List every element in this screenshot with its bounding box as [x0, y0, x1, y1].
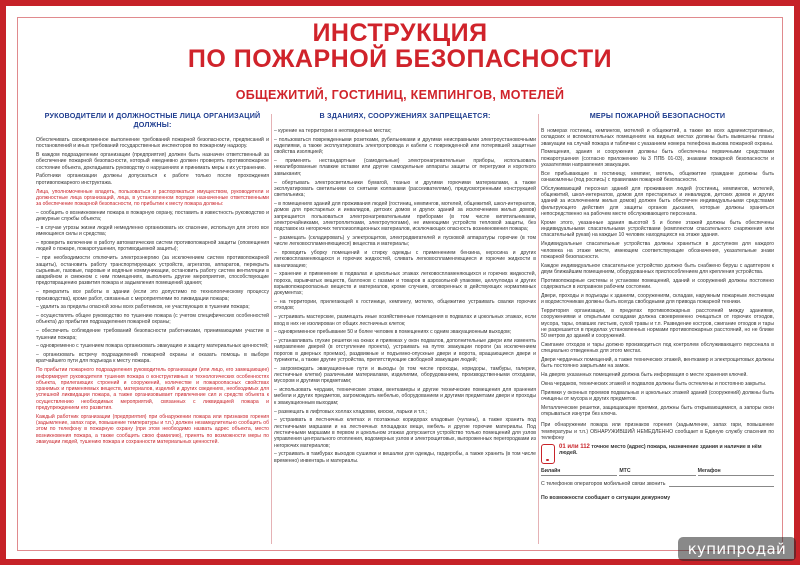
poster	[6, 6, 794, 559]
paragraph: – устраивать в лестничных клетках и поэтажных коридорах кладовые (чуланы), а также хранить под лестничными маршами и на лестничных площадках вещи, мебель и другие горючие материалы. Под лестничными маршами в первом и цокольном этажах допускается устройство только помещений для узлов управления центрального отопления, водомерных узлов и электрощитовых, выгороженных перегородками из негорючих материалов;	[274, 417, 536, 449]
paragraph: Индивидуальные спасательные устройства должны храниться в доступном для каждого человека на этаже месте, имеющем соответствующие обозначения, указательные знаки пожарной безопасности.	[541, 241, 774, 260]
emergency-call-block	[541, 422, 774, 500]
footer-note: По возможности сообщает о ситуации дежурному	[541, 494, 671, 501]
paragraph: Территория организации, в пределах противопожарных расстояний между зданиями, сооружениями и открытыми складами должна своевременно очищаться от горючих отходов, мусора, тары, опавших листьев, сухой травы и т.п. Разведение костров, сжигание отходов и тары не разрешается в пределах установленных нормами противопожарных расстояний, но не ближе 50 метров до зданий и сооружений.	[541, 307, 774, 340]
poster-subtitle: ОБЩЕЖИТИЙ, ГОСТИНИЦ, КЕМПИНГОВ, МОТЕЛЕЙ	[235, 88, 565, 102]
column-prohibited-body	[274, 128, 536, 464]
paragraph: Помещения, здания и сооружения должны быть обеспечены первичными средствами пожаротушения (согласно приложению №3 ППБ 01-03), знаками пожарной безопасности и указателями направления эвакуации.	[541, 149, 774, 168]
paragraph: – на территории, прилегающей к гостинице, кемпингу, мотелю, общежитию устраивать свалки горючих отходов;	[274, 299, 536, 312]
paragraph: Работники организации должны допускаться к работе только после прохождения противопожарного инструктажа.	[36, 173, 269, 186]
paragraph: Двери, проходы и подъезды к зданиям, сооружениям, складам, наружным пожарным лестницам и водоисточникам должны быть всегда свободными для привода пожарной техники.	[541, 292, 774, 306]
column-prohibited	[274, 111, 536, 549]
paragraph: – организовать встречу подразделений пожарной охраны и оказать помощь в выборе кратчайшего пути для подъезда к месту пожара.	[36, 352, 269, 365]
watermark-logo: купипродай	[678, 537, 796, 561]
paragraph: По прибытии пожарного подразделения руководитель организации (или лицо, его замещающее) информирует руководителя тушения пожара о конструктивных и технологических особенностях объекта, прилегающих строений и сооружений, количестве и пожароопасных свойствах хранимых и применяемых веществ, материалов, изделий и других сведениях, необходимых для успешной ликвидации пожара, а также организовывает привлечение сил и средств объекта к осуществлению необходимых мероприятий, связанных с ликвидацией пожара и предупреждением его развития.	[36, 367, 269, 411]
paragraph: На дверях указанных помещений должна быть информация о месте хранения ключей.	[541, 372, 748, 379]
emergency-phone-row	[541, 444, 774, 464]
paragraph: – сообщить о возникновении пожара в пожарную охрану, поставить в известность руководство и дежурные службы объекта;	[36, 209, 269, 223]
paragraph: – в помещениях зданий для проживания людей (гостиниц, кемпингов, мотелей, общежитий, школ-интернатов, домов для престарелых и инвалидов, детских домов и других зданий за исключением жилых домов) запрещается пользоваться электронагревательными приборами (в том числе кипятильниками, электрочайниками, электроплитками, электроутюгами), не имеющими устройств тепловой защиты, без подставок из негорючих теплоизоляционных материалов, исключающих опасность возникновения пожара;	[274, 200, 536, 233]
title-line-1: ИНСТРУКЦИЯ	[312, 19, 488, 47]
paragraph: – удалить за пределы опасной зоны всех работников, не участвующих в тушении пожара;	[36, 304, 250, 311]
paragraph: – осуществлять общее руководство по тушению пожара (с учетом специфических особенностей объекта) до прибытия подразделения пожарной охраны;	[36, 313, 269, 326]
column-managers	[36, 111, 269, 549]
paragraph: Обслуживающий персонал зданий для проживания людей (гостиниц, кемпингов, мотелей, общежитий, школ-интернатов, домов для престарелых и инвалидов, детских домов и других зданий за исключением жилых домов) должен быть обеспечен индивидуальными средствами фильтрующего действия для защиты органов дыхания, которые должны храниться непосредственно на рабочем месте обслуживающего персонала.	[541, 185, 774, 218]
emergency-phone-numbers: 01 или 112	[559, 443, 590, 450]
column-prohibited-heading: В ЗДАНИЯХ, СООРУЖЕНИЯХ ЗАПРЕЩАЕТСЯ:	[319, 111, 491, 120]
column-managers-heading: РУКОВОДИТЕЛИ И ДОЛЖНОСТНЫЕ ЛИЦА ОРГАНИЗАЦИЙ ДОЛЖНЫ:	[44, 111, 261, 129]
title-line-2: ПО ПОЖАРНОЙ БЕЗОПАСНОСТИ	[187, 45, 613, 73]
paragraph: – устраивать в тамбурах выходов сушилки и вешалки для одежды, гардеробы, а также хранить (в том числе временно) инвентарь и материалы.	[274, 451, 536, 464]
paragraph: Металлические решетки, защищающие приямки, должны быть открывающимися, а запоры окон открываться изнутри без ключа.	[541, 404, 774, 418]
paragraph: Каждый работник организации (предприятия) при обнаружении пожара или признаков горения (задымление, запах гари, повышение температуры и т.п.) должен незамедлительно сообщить об этом по телефону в пожарную охрану (при этом необходимо назвать адрес объекта, место возникновения пожара, а также сообщить свою фамилию), принять по возможности меры по эвакуации людей, тушению пожара и сохранности материальных ценностей.	[36, 413, 269, 445]
paragraph: – курение на территории в неотведенных местах;	[274, 128, 392, 134]
column-measures-heading: МЕРЫ ПОЖАРНОЙ БЕЗОПАСНОСТИ	[589, 111, 726, 120]
paragraph: – обертывать электросветильники бумагой, тканью и другими горючими материалами, а также эксплуатировать светильники со снятыми колпаками (рассеивателями), предусмотренными конструкцией светильника;	[274, 179, 536, 199]
paragraph: – в случае угрозы жизни людей немедленно организовать их спасение, используя для этого все имеющиеся силы и средства;	[36, 225, 269, 238]
paragraph: – проводить уборку помещений и стирку одежды с применением бензина, керосина и других легковоспламеняющихся и горючих жидкостей, сливать легковоспламеняющиеся и горючие жидкости в канализацию;	[274, 250, 536, 269]
paragraph: Лица, уполномоченные владеть, пользоваться и распоряжаться имуществом, руководители и должностные лица организаций, лица, в установленном порядке назначенные ответственными за обеспечение пожарной безопасности, по прибытии к месту пожара должны:	[36, 188, 269, 208]
mobile-call-row	[541, 479, 774, 487]
paragraph: Все прибывающие в гостиницу, кемпинг, мотель, общежитие граждане должны быть ознакомлены (под роспись) с правилами пожарной безопасности.	[541, 170, 774, 184]
paragraph: – устанавливать глухие решетки на окнах и приямках у окон подвалов, дополнительные двери или изменять направление дверей (в отступление проекта), устраивать на путях эвакуации пороги (за исключением порогов в дверных проемах), раздвижные и подъемно-опускные двери и ворота, вращающиеся двери и турникеты, а также другие устройства, препятствующие свободной эвакуации людей;	[274, 338, 536, 363]
paragraph: – применять нестандартные (самодельные) электронагревательные приборы, использовать некалиброванные плавкие вставки или другие самодельные аппараты защиты от перегрузки и короткого замыкания;	[274, 158, 536, 177]
paragraph: – одновременно с тушением пожара организовать эвакуацию и защиту материальных ценностей;	[36, 343, 269, 350]
paragraph: – хранение и применение в подвалах и цокольных этажах легковоспламеняющихся и горючих жидкостей, пороха, взрывчатых веществ, баллонов с газами и товаров в аэрозольной упаковке, целлулоида и других взрывопожароопасных веществ и материалов, кроме случаев, оговоренных в действующих нормативных документах;	[274, 271, 536, 297]
paragraph: В каждом подразделении организации (предприятия) должен быть назначен ответственный за обеспечение пожарной безопасности, который ежедневно должен проверять противопожарное состояние объекта, докладывать руководству о нарушениях и принимать меры к их устранению.	[36, 152, 269, 171]
fill-in-line	[669, 479, 774, 487]
paragraph: – проверить включение в работу автоматических систем противопожарной защиты (оповещения людей о пожаре, пожаротушения, противодымной защиты);	[36, 240, 269, 253]
paragraph: – одновременное пребывание 50 и более человек в помещениях с одним эвакуационным выходом;	[274, 329, 512, 336]
paragraph: Приямки у оконных проемов подвальных и цокольных этажей зданий (сооружений) должны быть очищены от мусора и других предметов.	[541, 389, 774, 402]
paragraph: В номерах гостиниц, кемпингов, мотелей и общежитий, а также во всех административных, складских и вспомогательных помещениях на видных местах должны быть вывешены планы эвакуации на случай пожара и таблички с указанием номера телефона вызова пожарной охраны.	[541, 128, 774, 147]
paragraph: Сжигание отходов и тары должно производиться под контролем обслуживающего персонала в специально отведенных для этого местах.	[541, 341, 774, 355]
column-divider	[271, 114, 272, 544]
paragraph: – устраивать мастерские, размещать иные хозяйственные помещения в подвалах и цокольных этажах, если вход в них не изолирован от общих лестничных клеток;	[274, 314, 536, 327]
mobile-call-label: С телефонов операторов мобильной связи звонить	[541, 480, 666, 487]
operator-megafon: Мегафон	[698, 468, 774, 476]
paragraph: Каждое индивидуальное спасательное устройство должно быть снабжено беруш с адаптером к двум ближайшим помещениям, оборудованных приспособлением для крепления устройства.	[541, 262, 774, 275]
paragraph: – загромождать эвакуационные пути и выходы (в том числе проходы, коридоры, тамбуры, галереи, лестничные клетки) различными материалами, изделиями, оборудованием, производственными отходами, мусором и другими предметами;	[274, 365, 536, 385]
paragraph: – использовать чердаки, технические этажи, венткамеры и другие технические помещения для хранения мебели и других предметов, загромождать мебелью, оборудованием и другими предметами двери и проходы к эвакуационным выходам;	[274, 387, 536, 406]
operator-beeline: Билайн	[541, 468, 617, 476]
paragraph: Окна чердаков, технических этажей и подвалов должны быть остеклены и постоянно закрыты.	[541, 380, 767, 387]
mobile-phone-icon	[541, 444, 555, 464]
operator-mts: МТС	[619, 468, 695, 476]
emergency-phone-details: точное место (адрес) пожара, назначение здания и наличие в нём людей.	[559, 443, 762, 456]
paragraph: Противопожарные системы и установки помещений, зданий и сооружений должны постоянно содержаться в исправном рабочем состоянии.	[541, 277, 774, 291]
column-divider	[538, 114, 539, 544]
column-measures	[541, 111, 774, 549]
paragraph: – обеспечить соблюдение требований безопасности работниками, принимающими участие в тушении пожара;	[36, 328, 269, 341]
emergency-intro: При обнаружении пожара или признаков горения (задымление, запах гари, повышение температуры и т.п.) ОБНАРУЖИВШИЙ НЕМЕДЛЕННО сообщает в Единую службу спасения по телефону	[541, 422, 774, 441]
paragraph: – размещать (складировать) у электрощитов, электродвигателей и пусковой аппаратуры горючие (в том числе легковоспламеняющиеся) вещества и материалы;	[274, 234, 536, 248]
paragraph: Двери чердачных помещений, а также технических этажей, венткамер и электрощитовых должны быть постоянно закрытыми на замок.	[541, 357, 774, 370]
paragraph: – при необходимости отключить электроэнергию (за исключением систем противопожарной защиты), остановить работу транспортирующих устройств, агрегатов, аппаратов, перекрыть сырьевые, газовые, паровые и водяные коммуникации, остановить работу систем вентиляции в аварийном и смежном с ним помещениях, выполнить другие мероприятия, способствующие предотвращению развития пожара и задымления помещений здания;	[36, 255, 269, 287]
operator-table	[541, 468, 774, 476]
paragraph: Кроме этого, указанные здания высотой 5 и более этажей должны быть обеспечены индивидуальными спасательными устройствами (комплектом спасательного снаряжения или спасательный рукав) на каждые 10 человек находящихся на этаже здания.	[541, 219, 774, 239]
paragraph: – размещать в лифтовых холлах кладовки, киоски, ларьки и т.п.;	[274, 408, 427, 415]
paragraph: – пользоваться поврежденными розетками, рубильниками и другими неисправными электроустановочными изделиями, а также эксплуатировать электропровода и кабели с поврежденной или потерявшей защитные свойства изоляцией;	[274, 136, 536, 156]
column-measures-body	[541, 128, 774, 501]
column-managers-body	[36, 137, 269, 445]
poster-title	[6, 20, 794, 72]
paragraph: – прекратить все работы в здании (если это допустимо по технологическому процессу производства), кроме работ, связанных с мероприятиями по ликвидации пожара;	[36, 289, 269, 302]
paragraph: Обеспечивать своевременное выполнение требований пожарной безопасности, предписаний и постановлений и иных требований государственных инспекторов по пожарному надзору.	[36, 137, 269, 150]
